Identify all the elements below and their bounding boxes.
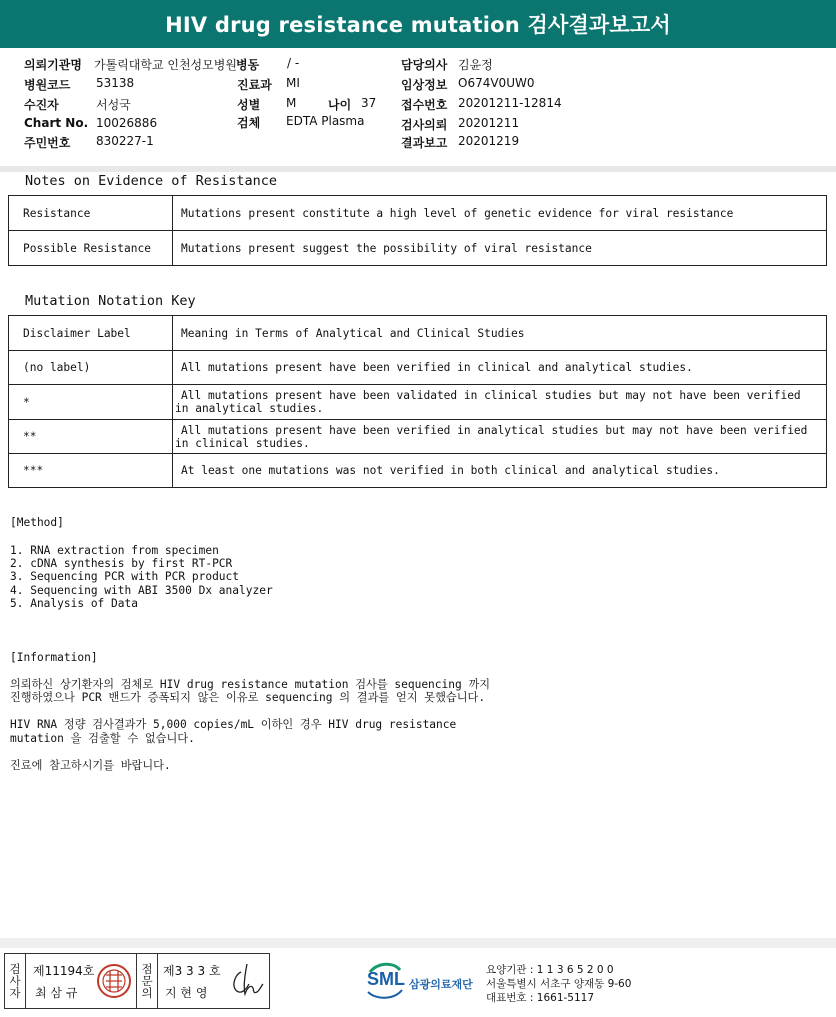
information-text: HIV RNA 정량 검사결과가 5,000 copies/mL 이하인 경우 HIV drug resistance <box>10 718 457 731</box>
institution-label: 의뢰기관명 <box>24 58 82 72</box>
evidence-table <box>8 195 827 266</box>
doctor-value: 김윤정 <box>458 58 493 72</box>
information-text: 진료에 참고하시기를 바랍니다. <box>10 759 171 772</box>
specimen-label: 검체 <box>237 116 261 130</box>
department-value: MI <box>286 76 300 90</box>
sex-value: M <box>286 96 297 110</box>
method-step: 4. Sequencing with ABI 3500 Dx analyzer <box>10 584 273 597</box>
information-text: 진행하였으나 PCR 밴드가 증폭되지 않은 이유로 sequencing 의 결과를 얻지 못했습니다. <box>10 691 486 704</box>
department-label: 진료과 <box>237 78 272 92</box>
notation-text <box>173 385 827 420</box>
patient-value: 서성국 <box>96 98 131 112</box>
notation-line: All mutations present have been validated in clinical studies but may not have been verified <box>181 389 801 402</box>
notation-line: in analytical studies. <box>175 402 324 415</box>
receipt-no-label: 접수번호 <box>401 98 448 112</box>
ward-label: 병동 <box>236 58 260 72</box>
report-date-label: 결과보고 <box>401 136 448 150</box>
tester-title <box>5 954 26 1008</box>
institution-value: 가톨릭대학교 인천성모병원 <box>94 58 237 72</box>
notation-text <box>173 420 827 454</box>
information-text: 의뢰하신 상기환자의 검체로 HIV drug resistance mutation 검사를 sequencing 까지 <box>10 678 491 691</box>
tester-title-char: 사 <box>9 974 21 988</box>
method-header: [Method] <box>10 516 64 529</box>
id-number-label: 주민번호 <box>24 136 71 150</box>
official-seal-icon <box>96 963 132 999</box>
specimen-value: EDTA Plasma <box>286 114 365 128</box>
method-step: 2. cDNA synthesis by first RT-PCR <box>10 557 233 570</box>
evidence-text: Mutations present constitute a high level of genetic evidence for viral resistance <box>173 196 827 231</box>
care-code: 요양기관 : 1 1 3 6 5 2 0 0 <box>486 964 614 976</box>
notation-line: in clinical studies. <box>175 436 310 450</box>
receipt-no-value: 20201211-12814 <box>458 96 562 110</box>
table-row <box>9 385 827 420</box>
notation-label: ** <box>9 420 173 454</box>
tester-license-no: 제11194호 <box>33 964 95 978</box>
id-number-value: 830227-1 <box>96 134 154 148</box>
notation-line: All mutations present have been verified in analytical studies but may not have been verified <box>181 423 808 437</box>
report-date-value: 20201219 <box>458 134 520 148</box>
patient-label: 수진자 <box>24 98 59 112</box>
method-step: 5. Analysis of Data <box>10 597 138 610</box>
sml-logo <box>364 960 484 1002</box>
method-step: 1. RNA extraction from specimen <box>10 544 219 557</box>
table-row <box>9 316 827 351</box>
doctor-label: 담당의사 <box>401 58 448 72</box>
patient-info-panel <box>0 48 836 166</box>
table-row <box>9 196 827 231</box>
notation-title: Mutation Notation Key <box>25 293 196 309</box>
signature-icon <box>227 958 267 1002</box>
request-date-value: 20201211 <box>458 116 520 130</box>
hospital-code-label: 병원코드 <box>24 78 71 92</box>
information-header: [Information] <box>10 651 98 664</box>
phone: 대표번호 : 1661-5117 <box>486 992 595 1004</box>
notation-text: At least one mutations was not verified in both clinical and analytical studies. <box>173 454 827 488</box>
age-label: 나이 <box>328 98 352 112</box>
table-row <box>9 420 827 454</box>
approver-license-no: 제3 3 3 호 <box>163 964 221 978</box>
age-value: 37 <box>361 96 377 110</box>
separator-band <box>0 166 836 172</box>
chart-no-value: 10026886 <box>96 116 158 130</box>
evidence-title: Notes on Evidence of Resistance <box>25 173 277 189</box>
footer-separator <box>0 938 836 948</box>
chart-no-label: Chart No. <box>24 116 89 130</box>
sex-label: 성별 <box>237 98 261 112</box>
tester-title-char: 검 <box>9 962 21 976</box>
approver-title-char: 의 <box>141 986 153 1000</box>
table-row <box>9 231 827 266</box>
evidence-label: Resistance <box>9 196 173 231</box>
notation-label: (no label) <box>9 351 173 385</box>
request-date-label: 검사의뢰 <box>401 118 448 132</box>
address: 서울특별시 서초구 양재동 9-60 <box>486 978 632 990</box>
notation-table <box>8 315 827 488</box>
notation-label: Disclaimer Label <box>9 316 173 351</box>
table-row <box>9 454 827 488</box>
clinical-info-value: O674V0UW0 <box>458 76 535 90</box>
notation-text: Meaning in Terms of Analytical and Clinical Studies <box>173 316 827 351</box>
signature-box <box>4 953 270 1009</box>
notation-label: *** <box>9 454 173 488</box>
table-row <box>9 351 827 385</box>
report-title: HIV drug resistance mutation 검사결과보고서 <box>0 0 836 48</box>
tester-title-char: 자 <box>9 986 21 1000</box>
org-name: 삼광의료재단 <box>409 978 473 991</box>
information-text: mutation 을 검출할 수 없습니다. <box>10 732 195 745</box>
approver-title-char: 문 <box>141 974 153 988</box>
tester-name: 최 삼 규 <box>35 986 78 1000</box>
ward-value: / - <box>287 56 300 70</box>
approver-name: 지 현 영 <box>165 986 208 1000</box>
notation-text: All mutations present have been verified in clinical and analytical studies. <box>173 351 827 385</box>
sml-logo-text: SML <box>367 969 405 989</box>
method-step: 3. Sequencing PCR with PCR product <box>10 570 240 583</box>
notation-label: * <box>9 385 173 420</box>
clinical-info-label: 임상정보 <box>401 78 448 92</box>
approver-title-char: 점 <box>141 962 153 976</box>
evidence-label: Possible Resistance <box>9 231 173 266</box>
hospital-code-value: 53138 <box>96 76 135 90</box>
evidence-text: Mutations present suggest the possibility of viral resistance <box>173 231 827 266</box>
approver-title <box>136 954 158 1008</box>
